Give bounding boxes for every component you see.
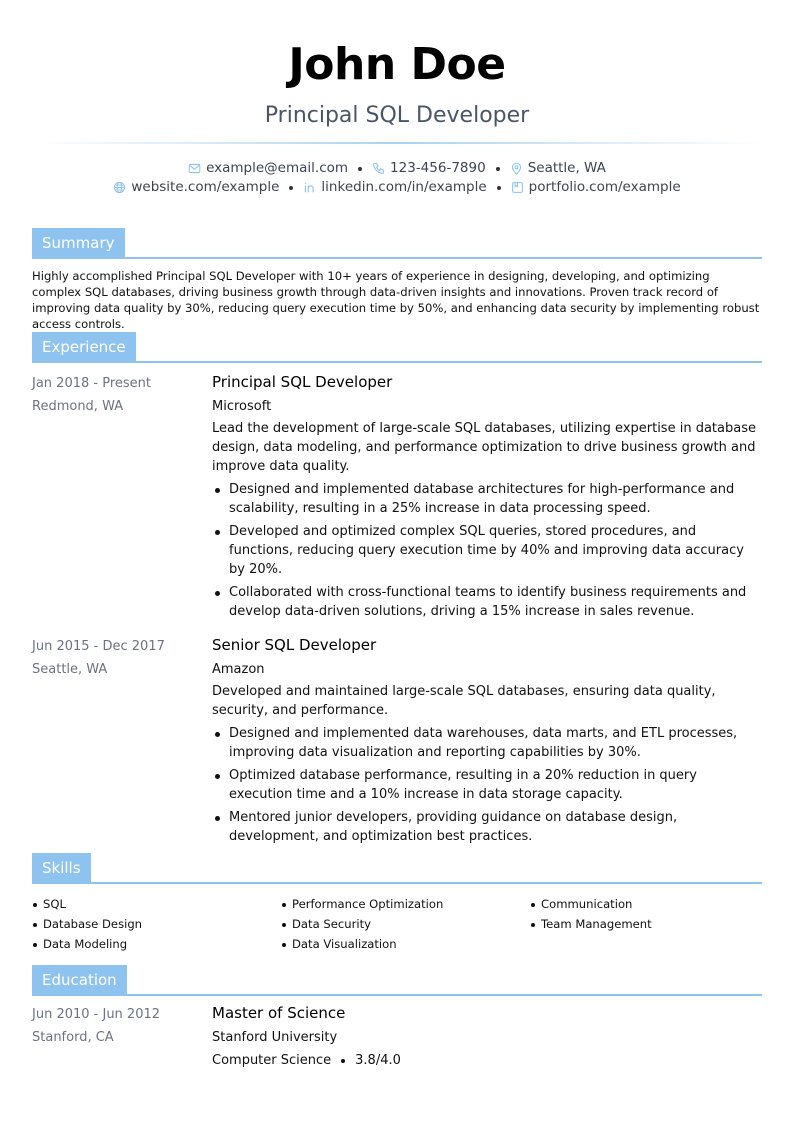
skills-section — [32, 853, 762, 954]
job-details — [212, 372, 762, 621]
education-meta — [32, 1003, 202, 1049]
location-pin-icon — [510, 162, 523, 175]
skills-list — [32, 894, 762, 954]
section-label: Education — [32, 965, 127, 996]
education-location: Stanford, CA — [32, 1030, 114, 1045]
resume-header — [0, 0, 794, 197]
job-details — [212, 635, 762, 846]
skill-item: Data Security — [281, 914, 530, 934]
section-label: Skills — [32, 853, 91, 884]
skills-heading — [32, 853, 762, 885]
education-details — [212, 1003, 762, 1072]
job-description: Developed and maintained large-scale SQL databases, ensuring data quality, security, and performance. — [212, 684, 716, 718]
job-title: Senior SQL Developer — [212, 636, 377, 654]
candidate-name: John Doe — [288, 39, 506, 90]
contact-row-2 — [0, 178, 794, 197]
linkedin-icon — [303, 181, 316, 194]
skill-item: Communication — [530, 894, 762, 914]
school-name: Stanford University — [212, 1030, 338, 1045]
section-label: Experience — [32, 332, 136, 363]
separator-dot — [497, 186, 501, 190]
email-text: example@email.com — [206, 160, 349, 176]
website-contact[interactable] — [113, 178, 279, 197]
education-field-gpa — [212, 1049, 762, 1072]
skill-item: SQL — [32, 894, 281, 914]
job-location: Seattle, WA — [32, 662, 108, 677]
list-item: Collaborated with cross-functional teams to identify business requirements and develop data-driven solutions, driving a 15% increase in sales revenue. — [212, 583, 762, 621]
skill-item: Data Modeling — [32, 934, 281, 954]
section-rule — [32, 994, 762, 996]
job-meta — [32, 372, 202, 418]
contact-info — [0, 159, 794, 197]
list-item: Mentored junior developers, providing guidance on database design, development, and optimization best practices. — [212, 808, 762, 846]
skill-item: Data Visualization — [281, 934, 530, 954]
separator-dot — [358, 167, 362, 171]
list-item: Designed and implemented data warehouses, data marts, and ETL processes, improving data visualization and reporting capabilities by 30%. — [212, 724, 762, 762]
globe-icon — [113, 181, 126, 194]
email-icon — [188, 162, 201, 175]
phone-icon — [372, 162, 385, 175]
separator-dot — [289, 186, 293, 190]
job-bullets — [212, 480, 762, 621]
summary-heading — [32, 228, 762, 260]
section-label: Summary — [32, 228, 125, 259]
job-meta — [32, 635, 202, 681]
gpa-value: 3.8/4.0 — [355, 1053, 401, 1068]
field-of-study: Computer Science — [212, 1053, 332, 1068]
education-section — [32, 965, 762, 1072]
section-rule — [32, 882, 762, 884]
company-name: Microsoft — [212, 399, 272, 414]
portfolio-text: portfolio.com/example — [528, 179, 681, 195]
portfolio-icon — [511, 181, 524, 194]
list-item: Designed and implemented database architectures for high-performance and scalability, resulting in a 25% increase in data processing speed. — [212, 480, 762, 518]
list-item: Optimized database performance, resulting in a 20% reduction in query execution time and a 10% increase in data storage capacity. — [212, 766, 762, 804]
experience-heading — [32, 332, 762, 364]
location-text: Seattle, WA — [527, 160, 606, 176]
skill-item: Database Design — [32, 914, 281, 934]
separator-dot — [341, 1059, 345, 1063]
website-text: website.com/example — [131, 179, 280, 195]
job-description: Lead the development of large-scale SQL databases, utilizing expertise in database design, data modeling, and performance optimization to drive business growth and improve data quality. — [212, 421, 756, 474]
contact-row-1 — [0, 159, 794, 178]
skill-item: Performance Optimization — [281, 894, 530, 914]
list-item: Developed and optimized complex SQL queries, stored procedures, and functions, reducing query execution time by 40% and improving data accuracy by 20%. — [212, 522, 762, 579]
job-bullets — [212, 724, 762, 846]
education-dates: Jun 2010 - Jun 2012 — [32, 1007, 161, 1022]
job-entry — [32, 635, 762, 846]
phone-contact[interactable] — [372, 159, 486, 178]
job-dates: Jan 2018 - Present — [32, 376, 151, 391]
phone-text: 123-456-7890 — [390, 160, 486, 176]
education-heading — [32, 965, 762, 997]
summary-text: Highly accomplished Principal SQL Developer with 10+ years of experience in designing, developing, and optimizing complex SQL databases, driving business growth through data-driven insights and innovations. Proven track record of improving data quality by 30%, reducing query execution time by 50%, and enhancing data security by implementing robust access controls. — [32, 269, 760, 331]
section-rule — [32, 361, 762, 363]
education-entry — [32, 1003, 762, 1072]
section-rule — [32, 257, 762, 259]
candidate-title: Principal SQL Developer — [264, 103, 530, 128]
email-contact[interactable] — [188, 159, 348, 178]
location-contact — [510, 159, 606, 178]
separator-dot — [496, 167, 500, 171]
linkedin-contact[interactable] — [303, 178, 486, 197]
experience-section — [32, 332, 762, 850]
company-name: Amazon — [212, 662, 265, 677]
summary-section — [32, 228, 762, 332]
job-entry — [32, 372, 762, 621]
degree-title: Master of Science — [212, 1004, 346, 1022]
skill-item: Team Management — [530, 914, 762, 934]
job-title: Principal SQL Developer — [212, 373, 393, 391]
job-dates: Jun 2015 - Dec 2017 — [32, 639, 165, 654]
linkedin-text: linkedin.com/in/example — [321, 179, 487, 195]
portfolio-contact[interactable] — [511, 178, 681, 197]
header-divider — [32, 142, 762, 144]
job-location: Redmond, WA — [32, 399, 124, 414]
